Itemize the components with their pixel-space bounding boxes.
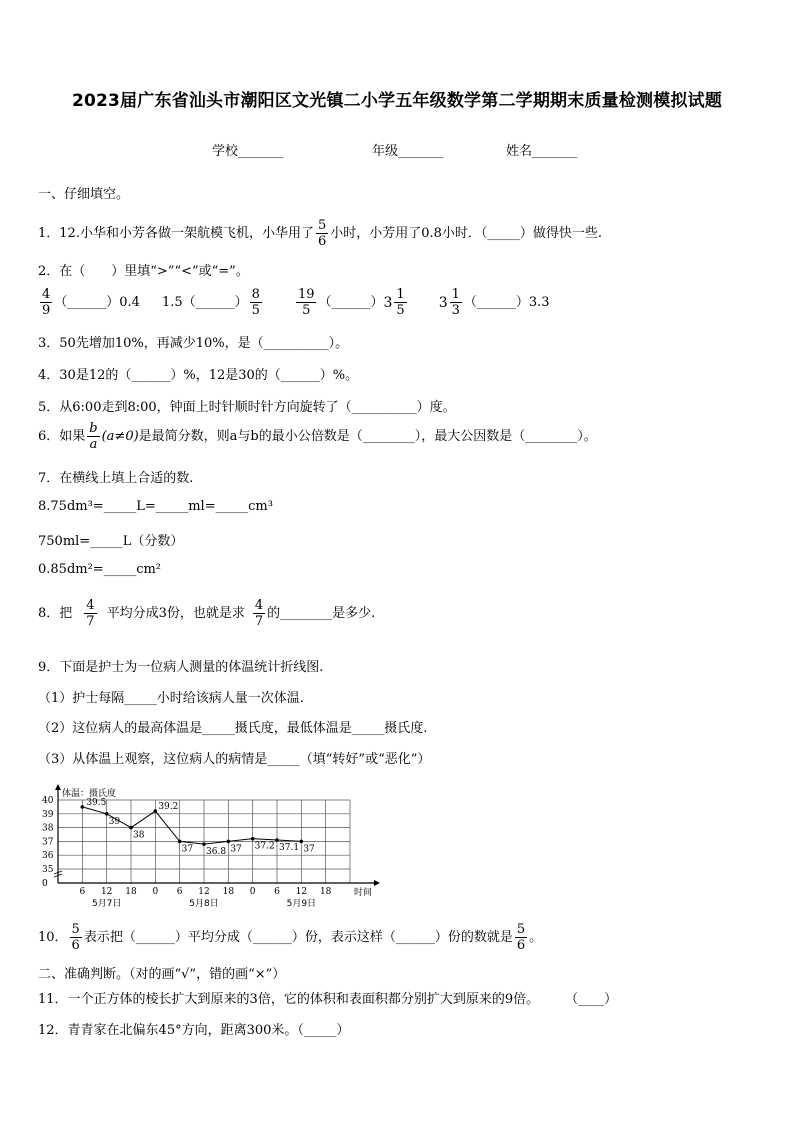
data-point [81, 805, 85, 809]
temperature-line-chart [38, 782, 398, 912]
question-7c: 0.85dm²=_____cm² [38, 562, 162, 577]
data-label: 37.2 [254, 841, 275, 852]
q8-text-b: 平均分成3份，也就是求 [106, 606, 245, 621]
question-2: 2．在（ ）里填“>”“<”或“=”。 [38, 264, 249, 279]
y-tick-label: 39 [42, 809, 54, 820]
q10-text-c: 。 [529, 930, 543, 945]
q2-c4-mixed: 3 $\frac{1}{3}$ [438, 287, 460, 318]
data-label: 39.5 [86, 797, 107, 808]
x-axis-title: 时间 [354, 888, 373, 898]
q2-c1-fraction: $\frac{4}{9}$ [42, 287, 51, 318]
question-2-items [38, 287, 550, 318]
question-4: 4．30是12的（______）%，12是30的（______）%。 [38, 368, 359, 383]
q1-num: 5 [317, 218, 327, 233]
q1-den: 6 [317, 234, 327, 249]
question-9c: （3）从体温上观察，这位病人的病情是_____（填“转好”或“恶化”） [38, 752, 431, 767]
section-2-heading: 二、准确判断。（对的画“√”，错的画“×”） [38, 967, 286, 982]
question-12: 12．青青家在北偏东45°方向，距离300米。（_____） [38, 1023, 350, 1038]
y-tick-label: 36 [42, 851, 54, 862]
q2-c1-text: （______）0.4 [54, 295, 140, 310]
section-1-heading: 一、仔细填空。 [38, 187, 130, 202]
x-tick-label: 6 [79, 887, 86, 897]
q6-text-b: 是最简分数，则a与b的最小公倍数是（________），最大公因数是（________）。 [138, 429, 597, 444]
question-5: 5．从6:00走到8:00，钟面上时针顺时针方向旋转了（__________）度。 [38, 400, 456, 415]
q10-text-b: 表示把（______）平均分成（______）份，表示这样（______）份的数就是 [83, 930, 513, 945]
x-tick-label: 6 [274, 887, 280, 897]
question-11: 11．一个正方体的棱长扩大到原来的3倍，它的体积和表面积都分别扩大到原来的9倍。 （____） [38, 992, 618, 1007]
data-point [178, 840, 182, 844]
q2-c3-text: （______） [318, 295, 384, 310]
question-6 [38, 421, 597, 452]
question-9b: （2）这位病人的最高体温是_____摄氏度，最低体温是_____摄氏度. [38, 721, 428, 736]
x-tick-label: 12 [198, 887, 210, 897]
q1-text-a: 1．12.小华和小芳各做一架航模飞机，小华用了 [38, 226, 314, 241]
x-tick-label: 18 [319, 887, 332, 897]
x-tick-label: 6 [176, 887, 183, 897]
question-7b: 750ml=_____L（分数） [38, 534, 184, 549]
question-1 [38, 218, 602, 249]
data-label: 39 [108, 816, 121, 827]
question-7a: 8.75dm³=_____L=_____ml=_____cm³ [38, 499, 273, 514]
data-point [202, 842, 206, 846]
data-label: 36.8 [206, 847, 227, 858]
data-label: 39.2 [158, 802, 179, 813]
q6-condition: (a≠0) [101, 429, 139, 444]
q8-text-a: 8．把 [38, 606, 73, 621]
data-point [300, 840, 304, 844]
y-tick-label: 40 [42, 796, 54, 806]
data-point [227, 840, 231, 844]
grade-field: 年级_______ [372, 144, 444, 159]
y-tick-label: 37 [42, 837, 54, 848]
x-tick-label: 18 [222, 887, 235, 897]
x-tick-label: 12 [100, 887, 113, 897]
y-tick-label: 35 [42, 865, 54, 875]
q8-text-c: 的________是多少. [267, 606, 376, 621]
day-label: 5月9日 [286, 899, 317, 909]
x-tick-label: 12 [295, 887, 308, 897]
data-point [154, 809, 158, 813]
x-axis-arrow [374, 880, 380, 886]
question-9a: （1）护士每隔_____小时给该病人量一次体温. [38, 691, 304, 706]
data-point [129, 826, 133, 830]
question-8 [38, 598, 375, 629]
q1-text-b: 小时，小芳用了0.8小时．（_____）做得快一些. [330, 226, 603, 241]
data-label: 38 [133, 830, 145, 841]
q2-c3-mixed: 3 $\frac{1}{5}$ [383, 287, 405, 318]
x-tick-label: 18 [125, 887, 137, 897]
q2-c3-fraction: $\frac{19}{5}$ [297, 287, 315, 318]
name-field: 姓名_______ [506, 144, 578, 159]
q1-fraction [316, 218, 328, 249]
data-label: 37.1 [279, 843, 300, 854]
q10-fraction-2: $\frac{5}{6}$ [516, 922, 526, 953]
day-label: 5月7日 [91, 899, 122, 909]
data-point [105, 812, 109, 816]
y-tick-label: 0 [42, 879, 48, 889]
y-axis-title: 体温：摄氏度 [62, 789, 117, 799]
data-label: 37 [303, 844, 315, 855]
q2-c2-fraction: $\frac{8}{5}$ [251, 287, 260, 318]
q6-text-a: 6．如果 [38, 429, 86, 444]
day-label: 5月8日 [189, 899, 219, 909]
q2-c2-text: 1.5（______） [161, 295, 248, 310]
q8-fraction-1: $\frac{4}{7}$ [86, 598, 95, 629]
q2-c4-text: （______）3.3 [463, 295, 550, 310]
data-label: 37 [181, 844, 194, 855]
data-label: 37 [230, 844, 242, 855]
x-tick-label: 0 [249, 887, 256, 897]
page-title: 2023届广东省汕头市潮阳区文光镇二小学五年级数学第二学期期末质量检测模拟试题 [71, 91, 723, 111]
q10-fraction-1: $\frac{5}{6}$ [71, 922, 80, 953]
q10-text-a: 10． [38, 930, 68, 945]
data-point [251, 837, 255, 841]
question-3: 3．50先增加10%，再减少10%，是（__________）。 [38, 336, 349, 351]
data-point [275, 838, 279, 842]
question-7: 7．在横线上填上合适的数. [38, 471, 194, 486]
x-tick-label: 0 [152, 887, 159, 897]
y-tick-label: 38 [42, 823, 54, 834]
q6-fraction: $\frac{b}{a}$ [89, 421, 98, 452]
y-axis-arrow [55, 784, 61, 790]
question-10 [38, 922, 542, 953]
school-field: 学校_______ [212, 144, 284, 159]
q8-fraction-2: $\frac{4}{7}$ [254, 598, 264, 629]
question-9: 9．下面是护士为一位病人测量的体温统计折线图. [38, 660, 324, 675]
